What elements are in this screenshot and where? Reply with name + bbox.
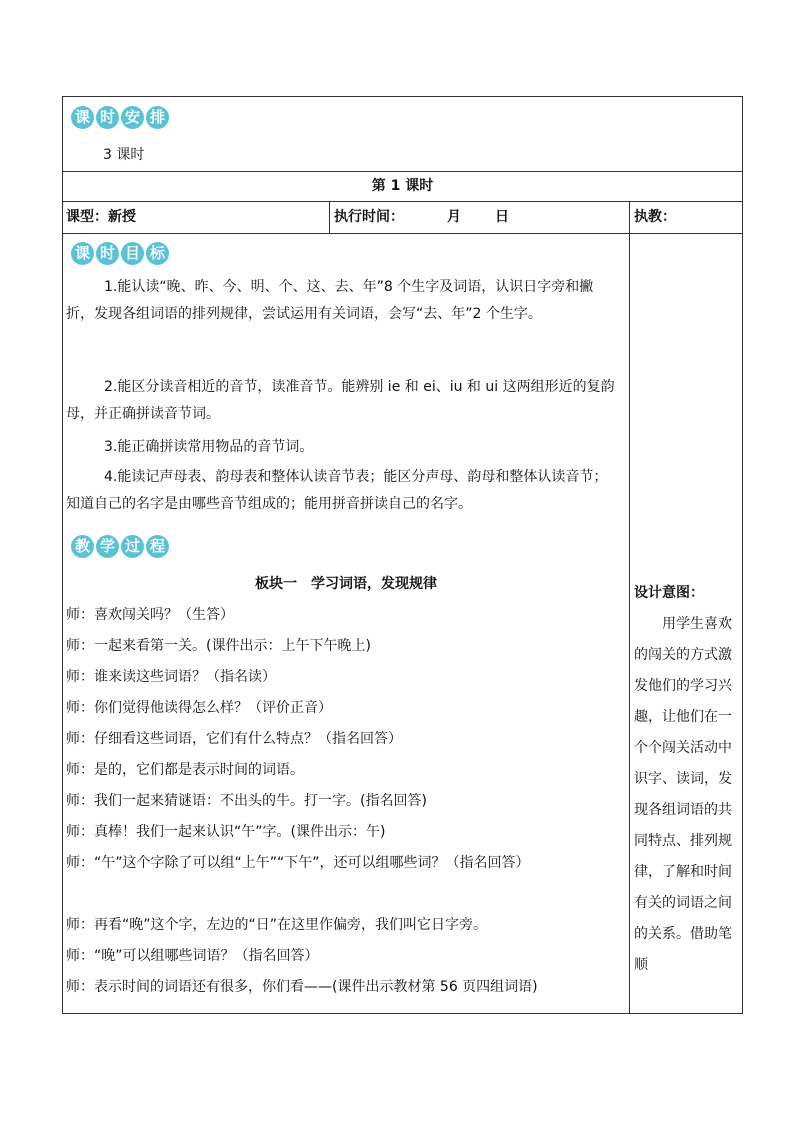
dialogue-line: 师：“午”这个字除了可以组“上午”“下午”，还可以组哪些词？（指名回答） bbox=[66, 855, 530, 871]
badge-char: 学 bbox=[96, 535, 119, 558]
lesson-title: 第 1 课时 bbox=[371, 178, 434, 194]
schedule-content: 3 课时 bbox=[103, 147, 145, 163]
table-divider bbox=[629, 201, 630, 233]
design-intent-text: 用学生喜欢的闯关的方式激发他们的学习兴趣，让他们在一个个闯关活动中识字、读词，发现各组词语的共同特点、排列规律，了解和时间有关的词语之间的关系。借助笔顺 bbox=[634, 616, 732, 973]
badge-char: 标 bbox=[146, 242, 169, 265]
dialogue-line: 师：谁来读这些词语？（指名读） bbox=[66, 669, 276, 685]
dialogue-line: 师：你们觉得他读得怎么样？（评价正音） bbox=[66, 700, 332, 716]
design-intent-title: 设计意图： bbox=[634, 585, 704, 601]
dialogue-line: 师：再看“晚”这个字，左边的“日”在这里作偏旁，我们叫它日字旁。 bbox=[66, 917, 488, 933]
dialogue-line: 师：我们一起来猜谜语：不出头的牛。打一字。(指名回答) bbox=[66, 793, 427, 809]
dialogue-line: 师：一起来看第一关。(课件出示：上午下午晚上) bbox=[66, 638, 371, 654]
badge-char: 时 bbox=[96, 242, 119, 265]
dialogue-line: 师：“晚”可以组哪些词语？（指名回答） bbox=[66, 948, 319, 964]
table-divider bbox=[63, 233, 742, 234]
badge-char: 程 bbox=[146, 535, 169, 558]
badge-char: 课 bbox=[71, 242, 94, 265]
dialogue-line: 师：真棒！我们一起来认识“午”字。(课件出示：午) bbox=[66, 824, 386, 840]
table-divider bbox=[629, 233, 630, 1014]
badge-char: 时 bbox=[96, 106, 119, 129]
table-divider bbox=[63, 171, 742, 172]
badge-char: 安 bbox=[121, 106, 144, 129]
block-title: 板块一 学习词语，发现规律 bbox=[255, 576, 437, 592]
badge-char: 排 bbox=[146, 106, 169, 129]
section-badge-goals bbox=[71, 242, 169, 265]
lesson-plan-table bbox=[62, 96, 743, 1014]
table-divider bbox=[63, 201, 742, 202]
month-label: 月 bbox=[447, 209, 461, 225]
section-badge-schedule bbox=[71, 106, 169, 129]
dialogue-line: 师：仔细看这些词语，它们有什么特点？（指名回答） bbox=[66, 731, 402, 747]
lesson-type: 课型：新授 bbox=[66, 209, 136, 225]
badge-char: 过 bbox=[121, 535, 144, 558]
execution-time-label: 执行时间： bbox=[334, 209, 404, 225]
badge-char: 目 bbox=[121, 242, 144, 265]
dialogue-line: 师：喜欢闯关吗？（生答） bbox=[66, 607, 234, 623]
goal-item: 4.能读记声母表、韵母表和整体认读音节表；能区分声母、韵母和整体认读音节；知道自己的名字是由哪些音节组成的；能用拼音拼读自己的名字。 bbox=[66, 469, 608, 512]
teacher-label: 执教： bbox=[634, 209, 676, 225]
section-badge-process bbox=[71, 535, 169, 558]
dialogue-line: 师：表示时间的词语还有很多，你们看——(课件出示教材第 56 页四组词语) bbox=[66, 979, 538, 995]
goal-item: 3.能正确拼读常用物品的音节词。 bbox=[104, 439, 314, 455]
dialogue-line: 师：是的，它们都是表示时间的词语。 bbox=[66, 762, 304, 778]
table-divider bbox=[329, 201, 330, 233]
goal-item: 1.能认读“晚、昨、今、明、个、这、去、年”8 个生字及词语，认识日字旁和撇折，发现各组词语的排列规律，尝试运用有关词语，会写“去、年”2 个生字。 bbox=[66, 279, 594, 322]
badge-char: 课 bbox=[71, 106, 94, 129]
goal-item: 2.能区分读音相近的音节，读准音节。能辨别 ie 和 ei、iu 和 ui 这两组形近的复韵母，并正确拼读音节词。 bbox=[66, 379, 615, 422]
badge-char: 教 bbox=[71, 535, 94, 558]
day-label: 日 bbox=[495, 209, 509, 225]
